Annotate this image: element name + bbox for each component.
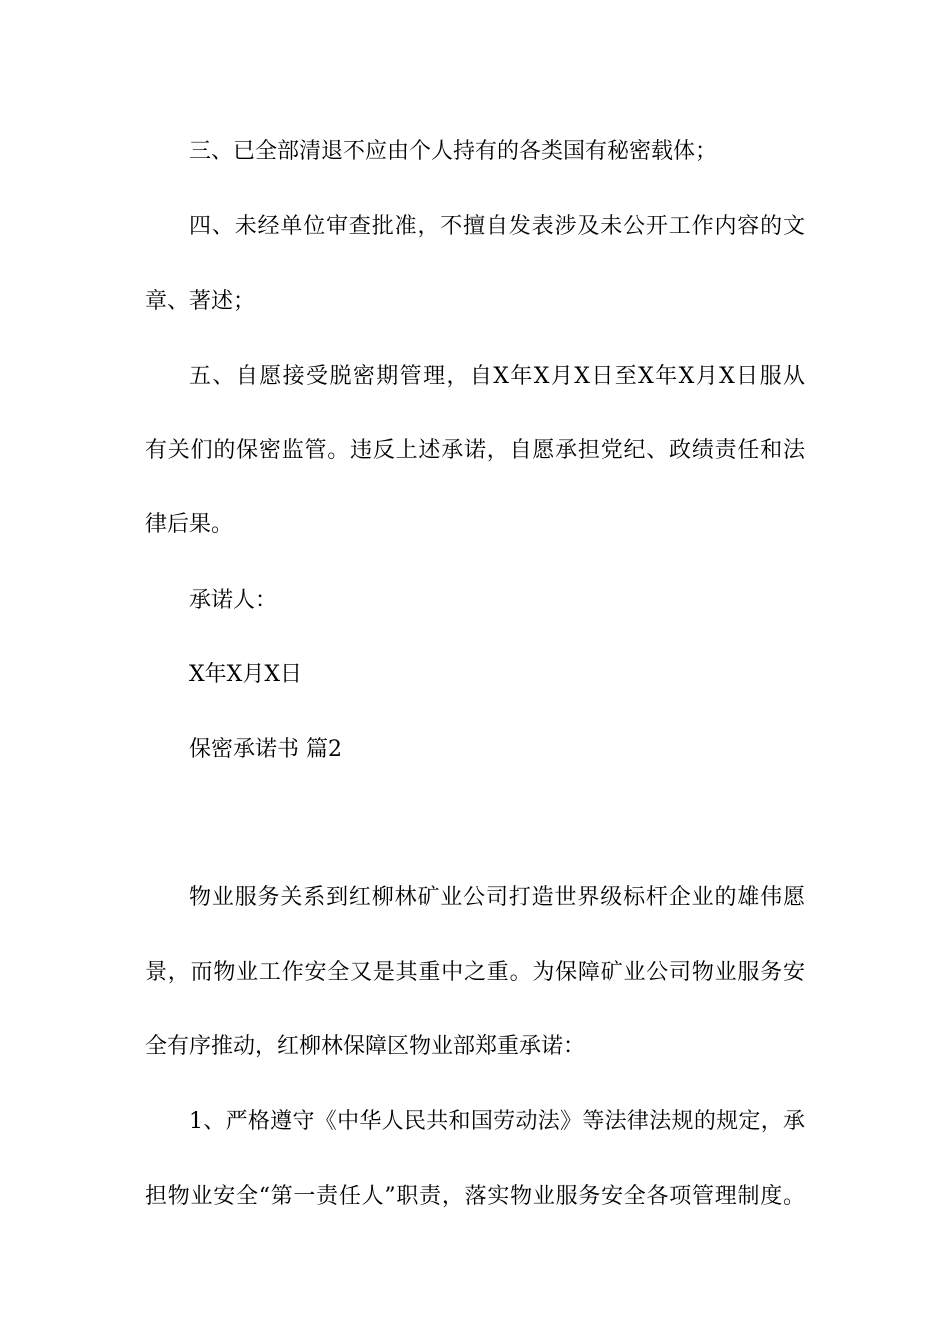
paragraph-line: 章、著述；: [145, 289, 256, 314]
paragraph-line: 有关们的保密监管。违反上述承诺，自愿承担党纪、政绩责任和法: [145, 438, 805, 463]
paragraph-line: 1、严格遵守《中华人民共和国劳动法》等法律法规的规定，承: [189, 1109, 805, 1134]
section-heading: 保密承诺书 篇2: [189, 737, 342, 762]
paragraph-line: 律后果。: [145, 512, 234, 537]
date-line: X年X月X日: [189, 662, 302, 687]
paragraph-line: 五、自愿接受脱密期管理，自X年X月X日至X年X月X日服从: [189, 364, 805, 389]
paragraph-line: 四、未经单位审查批准，不擅自发表涉及未公开工作内容的文: [189, 214, 805, 239]
paragraph-line: 担物业安全“第一责任人”职责，落实物业服务安全各项管理制度。: [145, 1184, 805, 1209]
paragraph-line: 三、已全部清退不应由个人持有的各类国有秘密载体；: [189, 139, 718, 164]
paragraph-line: 景，而物业工作安全又是其重中之重。为保障矿业公司物业服务安: [145, 960, 805, 985]
paragraph-line: 物业服务关系到红柳林矿业公司打造世界级标杆企业的雄伟愿: [189, 885, 805, 910]
paragraph-line: 全有序推动，红柳林保障区物业部郑重承诺：: [145, 1034, 586, 1059]
signatory-label: 承诺人：: [189, 588, 278, 613]
